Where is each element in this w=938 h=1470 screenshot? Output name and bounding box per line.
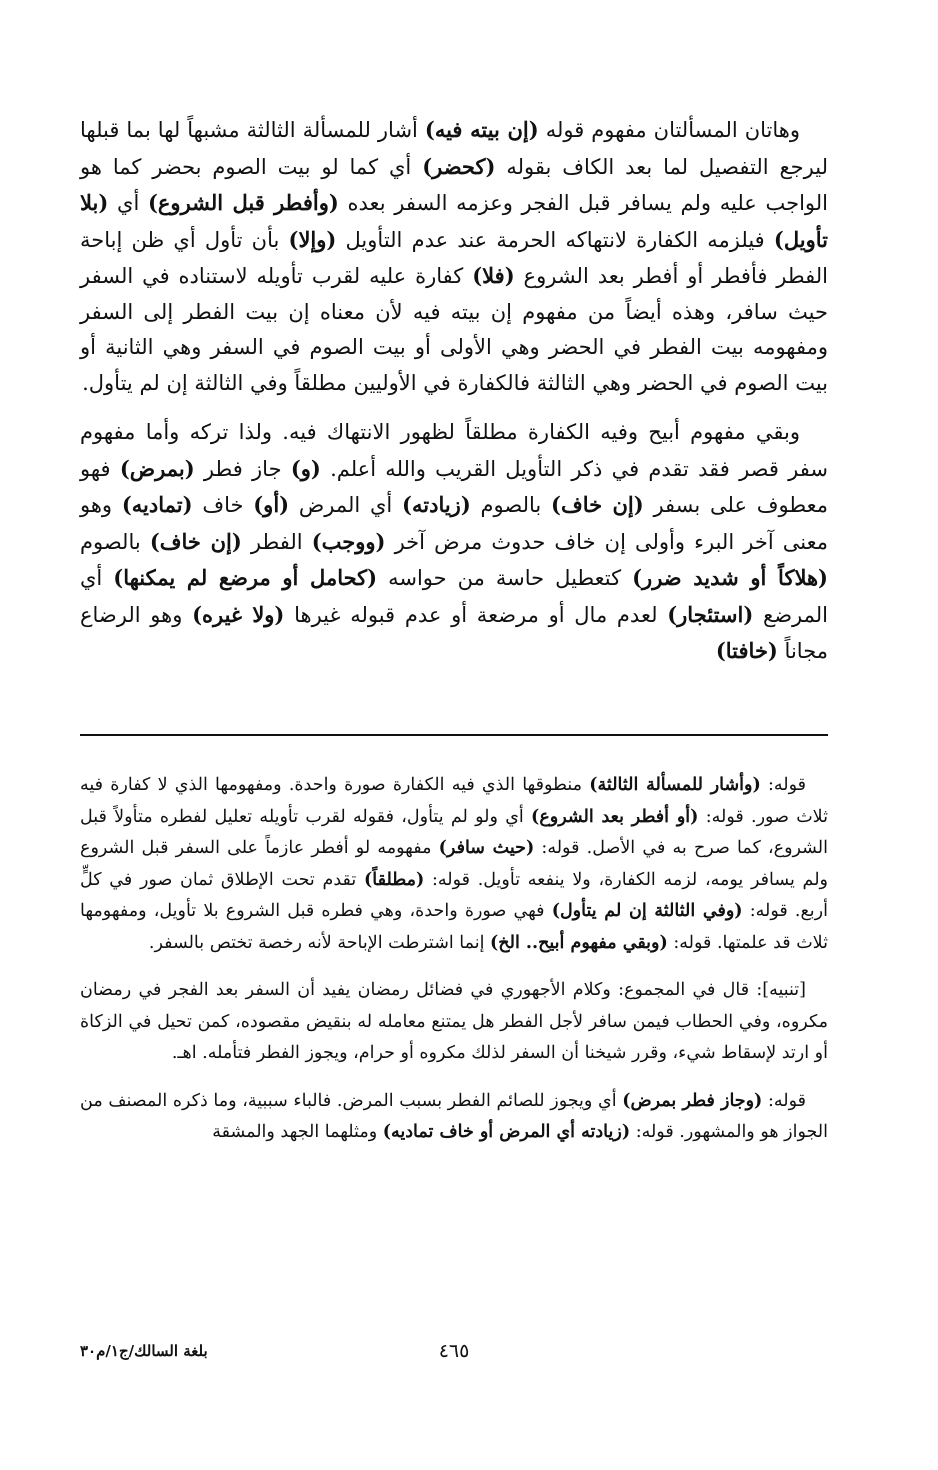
text-run: ومثلهما الجهد والمشقة: [212, 1122, 383, 1142]
bold-run: (زيادته): [402, 492, 471, 517]
bold-run: (زيادته أي المرض أو خاف تماديه): [382, 1122, 631, 1142]
bold-run: (هلاكاً أو شديد ضرر): [632, 565, 828, 590]
bold-run: (وإلا): [288, 226, 337, 252]
text-run: أشار للمسألة الثالثة مشبهاً لها بما قبلها ليرجع التفصيل لما بعد الكاف بقوله: [80, 118, 828, 179]
text-run: فهو معطوف على بسفر: [80, 456, 829, 517]
bold-run: (وأفطر قبل الشروع): [147, 190, 339, 215]
bold-run: (إن بيته فيه): [424, 117, 539, 142]
note-paragraph-2: [80, 975, 828, 1070]
page-footer: [80, 1340, 828, 1370]
bold-run: (إن خاف): [149, 528, 242, 554]
bold-run: (كحامل أو مرضع لم يمكنها): [113, 565, 378, 590]
footnotes: [80, 770, 828, 1149]
text-run: بالصوم: [470, 493, 552, 517]
text-run: جاز فطر: [194, 456, 291, 481]
text-run: أي المرضع: [80, 566, 828, 627]
page-number: ٤٦٥: [438, 1340, 470, 1362]
text-run: فهي صورة واحدة، وهي فطره قبل الشروع بلا تأويل، ومفهومها ثلاث قد علمتها. قوله:: [80, 901, 828, 953]
text-run: لعدم مال أو مرضعة أو عدم قبوله غيرها: [284, 602, 668, 627]
bold-run: (مطلقاً): [363, 869, 425, 890]
bold-run: (استئجار): [667, 601, 754, 627]
main-paragraph-2: [80, 415, 828, 670]
bold-run: (أو أفطر بعد الشروع): [531, 806, 699, 827]
bold-run: (إن خاف): [551, 492, 644, 517]
text-run: أي المرض: [289, 493, 403, 517]
bold-run: (وجاز فطر بمرض): [622, 1090, 763, 1111]
text-run: إنما اشترطت الإباحة لأنه رخصة تختص بالسفر.: [148, 932, 491, 953]
bold-run: (حيث سافر): [438, 838, 535, 858]
bold-run: (أو): [253, 492, 290, 517]
text-run: منطوقها الذي فيه الكفارة صورة واحدة. ومفهومها الذي لا كفارة فيه ثلاث صور. قوله:: [80, 775, 828, 827]
bold-run: (و): [290, 455, 321, 481]
text-run: بأن تأول أي ظن إباحة الفطر فأفطر أو أفطر بعد الشروع: [80, 227, 828, 288]
text-run: خاف: [192, 493, 254, 517]
bold-run: (خافتا): [715, 638, 778, 663]
bold-run: (وأشار للمسألة الثالثة): [589, 775, 761, 795]
note-paragraph-1: [80, 770, 828, 959]
text-run: كتعطيل حاسة من حواسه: [377, 566, 633, 590]
text-run: وهو الرضاع مجاناً: [80, 602, 828, 663]
bold-run: (ووجب): [311, 528, 386, 554]
main-paragraph-1: [80, 112, 828, 401]
text-run: أي: [108, 191, 148, 215]
text-run: قوله:: [762, 1090, 806, 1111]
text-run: أي كما لو بيت الصوم بحضر كما هو الواجب عليه ولم يسافر قبل الفجر وعزمه السفر بعده: [80, 154, 829, 215]
bold-run: (تماديه): [121, 492, 193, 517]
bold-run: (كحضر): [422, 153, 496, 179]
bold-run: (وفي الثالثة إن لم يتأول): [551, 901, 743, 921]
text-run: تقدم تحت الإطلاق ثمان صور في كلٍّ أربع. قوله:: [80, 869, 828, 921]
text-run: وبقي مفهوم أبيح وفيه الكفارة مطلقاً لظهور الانتهاك فيه. ولذا تركه وأما مفهوم سفر قصر فقد تقدم في ذكر التأويل القريب والله أعلم.: [80, 420, 828, 481]
text-run: قوله:: [760, 775, 806, 795]
book-reference: بلغة السالك/ج١/م٣٠: [80, 1342, 208, 1360]
bold-run: (ولا غيره): [192, 601, 285, 627]
text-run: وهو معنى آخر البرء وأولى إن خاف حدوث مرض آخر: [80, 493, 828, 554]
text-run: الفطر: [241, 529, 312, 554]
text-run: فيلزمه الكفارة لانتهاكه الحرمة عند عدم التأويل: [336, 227, 774, 252]
bold-run: (بمرض): [119, 455, 195, 481]
bold-run: (فلا): [472, 263, 515, 288]
text-run: [تنبيه]: قال في المجموع: وكلام الأجهوري في فضائل رمضان يفيد أن السفر بعد الفجر في رمضان مكروه، وفي الحطاب فيمن سافر لأجل الفطر هل يمتنع معامله له بنقيض مقصوده، كمن تحيل في الزكاة أو ارتد لإسقاط شيء، وقرر شيخنا أن السفر لذلك مكروه أو حرام، ويجوز الفطر فتأمله. اهـ.: [80, 980, 828, 1063]
note-paragraph-3: [80, 1086, 828, 1149]
bold-run: (وبقي مفهوم أبيح.. الخ): [490, 932, 668, 953]
text-run: أي ولو لم يتأول، فقوله لقرب تأويله تعليل لفطره متأولاً قبل الشروع، كما صرح به في الأصل. قوله:: [80, 806, 828, 858]
text-run: كفارة عليه لقرب تأويله لاستناده في السفر حيث سافر، وهذه أيضاً من مفهوم إن بيته فيه لأن معناه إن بيت الفطر إلى السفر ومفهومه بيت الفطر في الحضر وهي الأولى أو بيت الصوم في السفر وهي الثانية أو بيت الصوم في الحضر وهي الثالثة فالكفارة في الأوليين مطلقاً وفي الثالثة إن لم يتأول.: [80, 264, 828, 395]
footnote-divider: [80, 734, 828, 736]
text-run: مفهومه لو أفطر عازماً على السفر قبل الشروع ولم يسافر يومه، لزمه الكفارة، ولا ينفعه تأويل. قوله:: [80, 838, 828, 890]
main-text: [80, 112, 828, 670]
text-run: وهاتان المسألتان مفهوم قوله: [538, 118, 800, 142]
text-run: بالصوم: [80, 529, 150, 554]
bold-run: (بلا تأويل): [80, 190, 828, 252]
text-run: أي ويجوز للصائم الفطر بسبب المرض. فالباء سببية، وما ذكره المصنف من الجواز هو والمشهور. قوله:: [80, 1090, 828, 1142]
